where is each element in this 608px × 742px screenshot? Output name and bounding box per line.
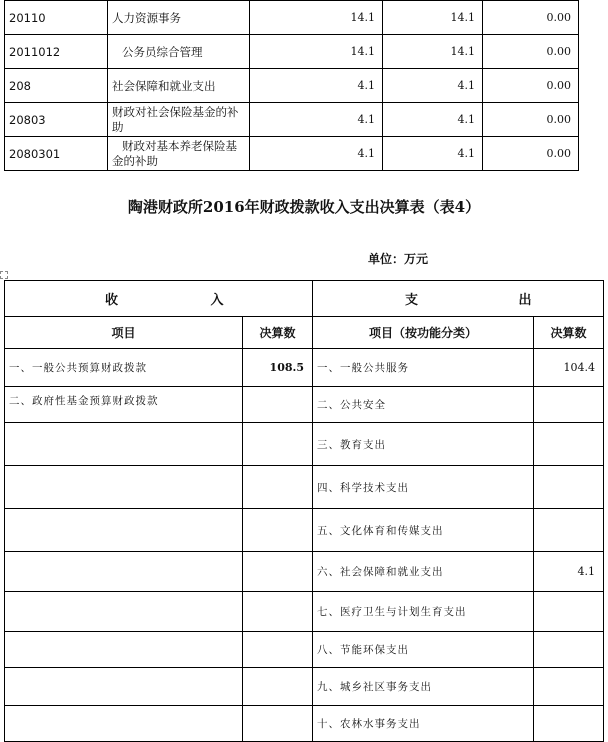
expense-value <box>534 423 604 466</box>
expense-item: 十、农林水事务支出 <box>313 706 534 742</box>
value-cell: 14.1 <box>250 35 383 69</box>
value-cell: 0.00 <box>483 1 579 35</box>
top-expense-table <box>4 0 579 171</box>
value-cell: 0.00 <box>483 103 579 137</box>
table-row <box>5 466 604 509</box>
income-value <box>243 423 313 466</box>
expense-item: 六、社会保障和就业支出 <box>313 552 534 592</box>
income-item: 一、一般公共预算财政拨款 <box>5 349 243 387</box>
col-item: 项目 <box>5 317 243 349</box>
income-item <box>5 423 243 466</box>
col-amount2: 决算数 <box>534 317 604 349</box>
expense-value: 4.1 <box>534 552 604 592</box>
expense-item: 七、医疗卫生与计划生育支出 <box>313 592 534 632</box>
header-row <box>5 281 604 317</box>
value-cell: 0.00 <box>483 137 579 171</box>
column-header-row <box>5 317 604 349</box>
code-cell: 20110 <box>5 1 108 35</box>
income-item <box>5 552 243 592</box>
table-row <box>5 387 604 423</box>
table-row <box>5 349 604 387</box>
income-header-a: 收 <box>105 293 119 308</box>
table-row <box>5 1 579 35</box>
table-row <box>5 668 604 706</box>
income-value <box>243 668 313 706</box>
value-cell: 4.1 <box>383 69 483 103</box>
table-row <box>5 706 604 742</box>
name-cell: 社会保障和就业支出 <box>108 69 250 103</box>
expense-item: 一、一般公共服务 <box>313 349 534 387</box>
table-row <box>5 103 579 137</box>
income-value <box>243 632 313 668</box>
value-cell: 4.1 <box>250 69 383 103</box>
income-value: 108.5 <box>243 349 313 387</box>
value-cell: 4.1 <box>383 103 483 137</box>
unit-label: 单位：万元 <box>368 252 429 266</box>
income-value <box>243 466 313 509</box>
value-cell: 4.1 <box>250 137 383 171</box>
expense-item: 五、文化体育和传媒支出 <box>313 509 534 552</box>
table-row <box>5 632 604 668</box>
expense-value <box>534 387 604 423</box>
table-row <box>5 509 604 552</box>
expense-header-b: 出 <box>518 293 532 308</box>
income-value <box>243 509 313 552</box>
page-title: 陶港财政所2016年财政拨款收入支出决算表（表4） <box>127 198 481 216</box>
table-row <box>5 137 579 171</box>
value-cell: 0.00 <box>483 35 579 69</box>
code-cell: 208 <box>5 69 108 103</box>
value-cell: 4.1 <box>250 103 383 137</box>
value-cell: 4.1 <box>383 137 483 171</box>
income-item <box>5 592 243 632</box>
income-value <box>243 552 313 592</box>
code-cell: 2011012 <box>5 35 108 69</box>
expense-item: 八、节能环保支出 <box>313 632 534 668</box>
col-item-func: 项目（按功能分类） <box>313 317 534 349</box>
income-header-b: 入 <box>210 293 224 308</box>
expense-value <box>534 668 604 706</box>
expense-value <box>534 632 604 668</box>
col-amount: 决算数 <box>243 317 313 349</box>
income-item <box>5 632 243 668</box>
income-value <box>243 592 313 632</box>
expense-item: 九、城乡社区事务支出 <box>313 668 534 706</box>
name-cell: 公务员综合管理 <box>108 35 250 69</box>
value-cell: 14.1 <box>383 1 483 35</box>
expense-value <box>534 592 604 632</box>
table-row <box>5 69 579 103</box>
expense-item: 四、科学技术支出 <box>313 466 534 509</box>
name-cell: 人力资源事务 <box>108 1 250 35</box>
expense-item: 三、教育支出 <box>313 423 534 466</box>
income-value <box>243 706 313 742</box>
value-cell: 0.00 <box>483 69 579 103</box>
value-cell: 14.1 <box>250 1 383 35</box>
expense-item: 二、公共安全 <box>313 387 534 423</box>
table-row <box>5 552 604 592</box>
expense-value <box>534 466 604 509</box>
income-item <box>5 466 243 509</box>
income-value <box>243 387 313 423</box>
expense-header-a: 支 <box>405 293 419 308</box>
code-cell: 2080301 <box>5 137 108 171</box>
table-row <box>5 423 604 466</box>
table-row <box>5 35 579 69</box>
income-item <box>5 509 243 552</box>
expense-value <box>534 706 604 742</box>
income-header <box>5 281 313 317</box>
table-row <box>5 592 604 632</box>
expense-value: 104.4 <box>534 349 604 387</box>
expense-header <box>313 281 604 317</box>
name-cell: 财政对社会保险基金的补助 <box>108 103 250 137</box>
income-item <box>5 668 243 706</box>
value-cell: 14.1 <box>383 35 483 69</box>
income-item: 二、政府性基金预算财政拨款 <box>5 387 243 423</box>
code-cell: 20803 <box>5 103 108 137</box>
table-anchor-marker[interactable] <box>0 271 8 279</box>
expense-value <box>534 509 604 552</box>
appropriation-table <box>4 280 604 742</box>
name-cell: 财政对基本养老保险基金的补助 <box>108 137 250 171</box>
income-item <box>5 706 243 742</box>
